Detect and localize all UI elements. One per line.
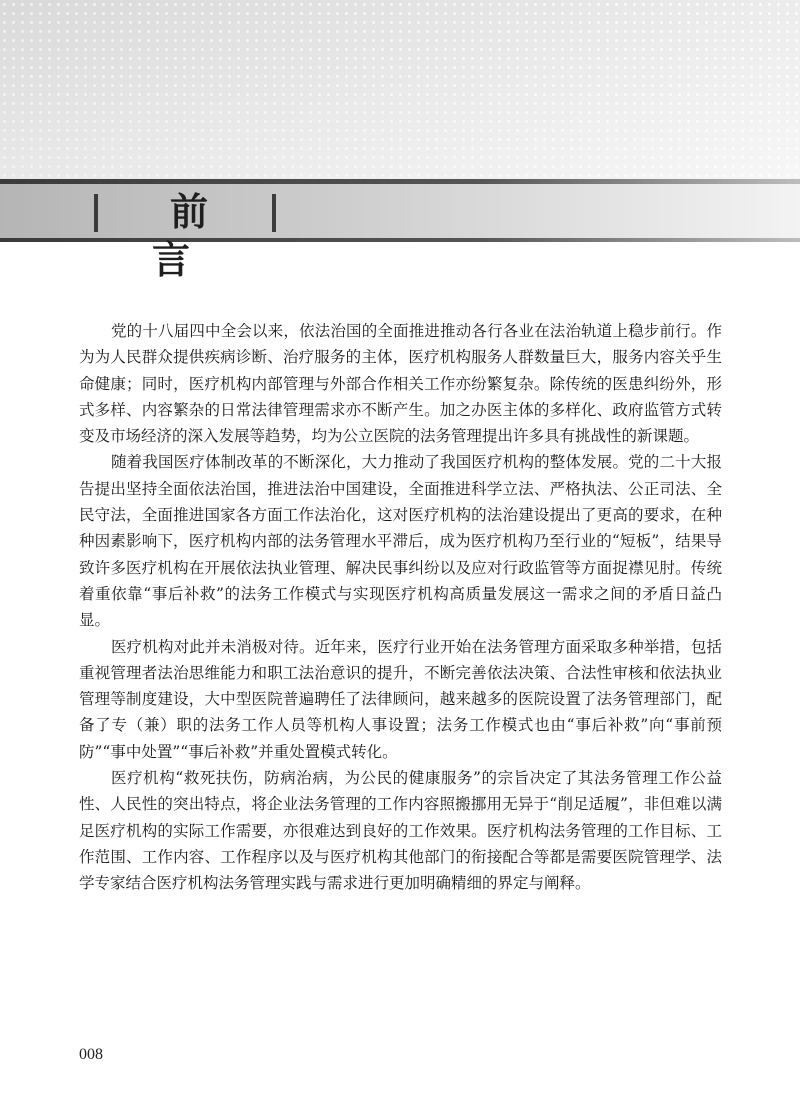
paragraph: 医疗机构“救死扶伤，防病治病，为公民的健康服务”的宗旨决定了其法务管理工作公益性、人民性的突出特点，将企业法务管理的工作内容照搬挪用无异于“削足适履”，非但难以满足医疗机构的实际工作需要，亦很难达到良好的工作效果。医疗机构法务管理的工作目标、工作范围、工作内容、工作程序以及与医疗机构其他部门的衔接配合等都是需要医院管理学、法学专家结合医疗机构法务管理实践与需求进行更加明确精细的界定与阐释。 xyxy=(79,769,722,893)
paragraph: 随着我国医疗体制改革的不断深化，大力推动了我国医疗机构的整体发展。党的二十大报告提出坚持全面依法治国，推进法治中国建设，全面推进科学立法、严格执法、公正司法、全民守法，全面推进国家各方面工作法治化，这对医疗机构的法治建设提出了更高的要求，在种种因素影响下，医疗机构内部的法务管理水平滞后，成为医疗机构乃至行业的“短板”，结果导致许多医疗机构在开展依法执业管理、解决民事纠纷以及应对行政监管等方面捉襟见肘。传统着重依靠“事后补救”的法务工作模式与实现医疗机构高质量发展这一需求之间的矛盾日益凸显。 xyxy=(79,453,722,630)
title-left-bracket xyxy=(94,194,98,232)
title-right-bracket xyxy=(272,194,276,232)
page-number: 008 xyxy=(79,1046,103,1063)
header-shade xyxy=(0,0,800,180)
paragraph: 医疗机构对此并未消极对待。近年来，医疗行业开始在法务管理方面采取多种举措，包括重视管理者法治思维能力和职工法治意识的提升，不断完善依法决策、合法性审核和依法执业管理等制度建设，大中型医院普遍聘任了法律顾问，越来越多的医院设置了法务管理部门，配备了专（兼）职的法务工作人员等机构人事设置；法务工作模式也由“事后补救”向“事前预防”“事中处置”“事后补救”并重处置模式转化。 xyxy=(79,637,722,761)
page-title: 前言 xyxy=(151,190,244,282)
title-bar-bottom-rule xyxy=(0,238,800,242)
paragraph: 党的十八届四中全会以来，依法治国的全面推进推动各行各业在法治轨道上稳步前行。作为为人民群众提供疾病诊断、治疗服务的主体，医疗机构服务人群数量巨大，服务内容关乎生命健康；同时，医疗机构内部管理与外部合作相关工作亦纷繁复杂。除传统的医患纠纷外，形式多样、内容繁杂的日常法律管理需求亦不断产生。加之办医主体的多样化、政府监管方式转变及市场经济的深入发展等趋势，均为公立医院的法务管理提出许多具有挑战性的新课题。 xyxy=(79,322,722,446)
title-bar-top-rule xyxy=(0,179,800,184)
body-text xyxy=(79,318,722,897)
